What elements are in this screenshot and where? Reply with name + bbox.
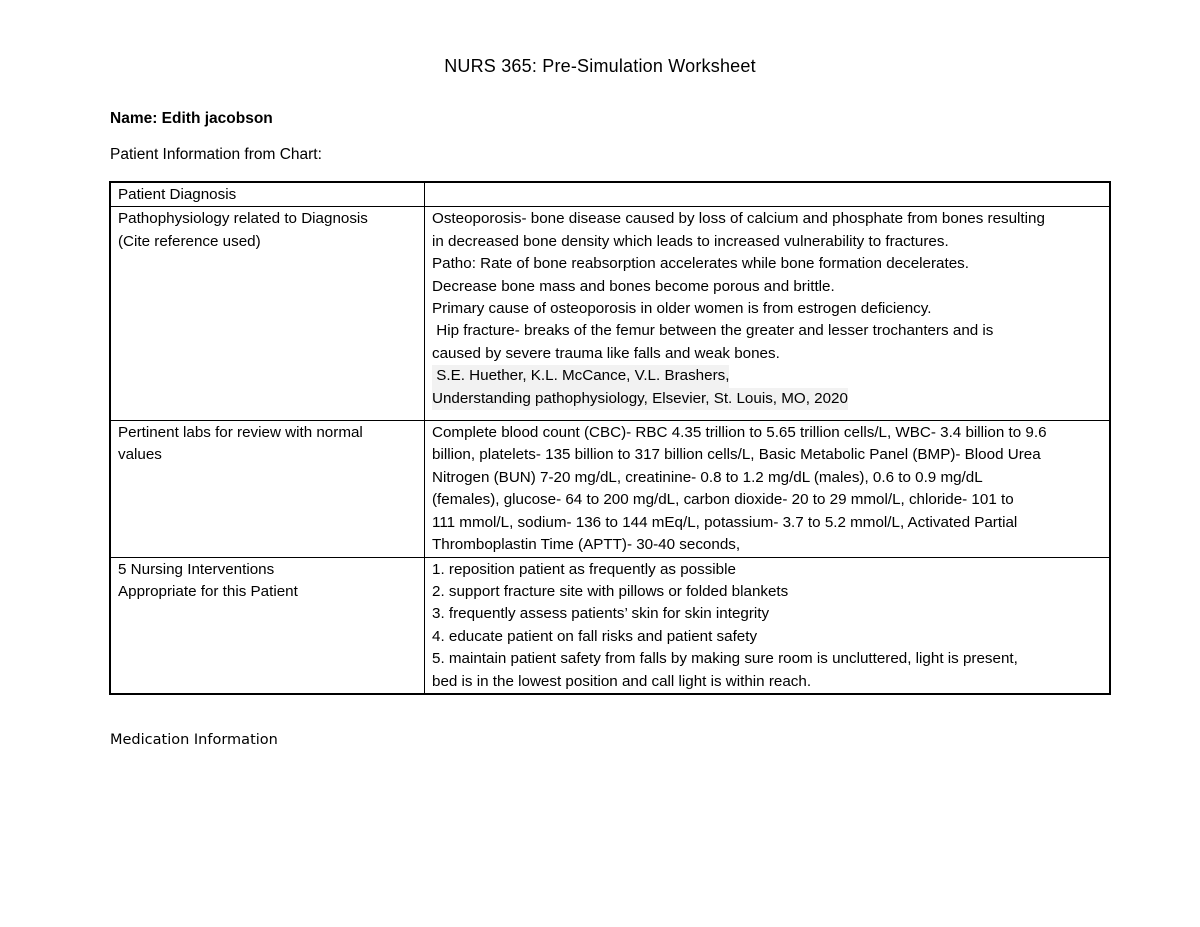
row-label-cell — [110, 207, 425, 421]
content-line: Decrease bone mass and bones become porous and brittle. — [432, 277, 835, 295]
row-label-line: Patient Diagnosis — [118, 186, 237, 203]
worksheet-title: NURS 365: Pre-Simulation Worksheet — [444, 56, 756, 76]
table-row-pathophysiology — [110, 207, 1110, 421]
table-row-interventions — [110, 557, 1110, 694]
content-line: Primary cause of osteoporosis in older women is from estrogen deficiency. — [432, 300, 932, 318]
content-line: 1. reposition patient as frequently as possible — [432, 560, 736, 578]
table-row-labs — [110, 421, 1110, 557]
table-row-diagnosis — [110, 182, 1110, 207]
row-label-line: Pathophysiology related to Diagnosis — [118, 210, 368, 228]
row-label-line: values — [118, 446, 162, 464]
content-line: Thromboplastin Time (APTT)- 30-40 seconds, — [432, 536, 741, 554]
row-label-line: (Cite reference used) — [118, 232, 261, 250]
content-line: caused by severe trauma like falls and weak bones. — [432, 344, 780, 362]
patient-info-table — [109, 181, 1111, 695]
content-line: 111 mmol/L, sodium- 136 to 144 mEq/L, potassium- 3.7 to 5.2 mmol/L, Activated Partial — [432, 513, 1018, 531]
row-content-cell — [425, 421, 1111, 557]
content-line: bed is in the lowest position and call light is within reach. — [432, 672, 812, 690]
content-line: 3. frequently assess patients’ skin for skin integrity — [432, 605, 770, 623]
row-label-line: 5 Nursing Interventions — [118, 560, 275, 578]
medication-info-label: Medication Information — [110, 732, 278, 748]
row-label-cell — [110, 421, 425, 557]
row-label-cell — [110, 182, 425, 207]
row-content-cell — [425, 182, 1111, 207]
row-label-line: Appropriate for this Patient — [118, 582, 298, 600]
row-label-cell — [110, 557, 425, 694]
row-label-line: Pertinent labs for review with normal — [118, 424, 363, 442]
row-content-cell — [425, 557, 1111, 694]
content-line: 5. maintain patient safety from falls by making sure room is uncluttered, light is present, — [432, 650, 1018, 668]
content-line: Patho: Rate of bone reabsorption accelerates while bone formation decelerates. — [432, 255, 969, 273]
content-line: Complete blood count (CBC)- RBC 4.35 trillion to 5.65 trillion cells/L, WBC- 3.4 billion to 9.6 — [432, 424, 1047, 442]
citation-line: Understanding pathophysiology, Elsevier, St. Louis, MO, 2020 — [432, 388, 848, 410]
content-line: in decreased bone density which leads to increased vulnerability to fractures. — [432, 232, 949, 250]
citation-line: S.E. Huether, K.L. McCance, V.L. Brashers, — [432, 365, 729, 387]
content-line: (females), glucose- 64 to 200 mg/dL, carbon dioxide- 20 to 29 mmol/L, chloride- 101 to — [432, 491, 1014, 509]
student-name: Name: Edith jacobson — [110, 110, 273, 127]
patient-info-label: Patient Information from Chart: — [110, 146, 322, 163]
content-line: Osteoporosis- bone disease caused by loss of calcium and phosphate from bones resulting — [432, 210, 1045, 228]
content-line: 2. support fracture site with pillows or folded blankets — [432, 582, 789, 600]
content-line: Hip fracture- breaks of the femur between the greater and lesser trochanters and is — [432, 322, 994, 340]
row-content-cell — [425, 207, 1111, 421]
content-line: Nitrogen (BUN) 7-20 mg/dL, creatinine- 0.8 to 1.2 mg/dL (males), 0.6 to 0.9 mg/dL — [432, 468, 983, 486]
content-line: 4. educate patient on fall risks and patient safety — [432, 627, 758, 645]
content-line: billion, platelets- 135 billion to 317 billion cells/L, Basic Metabolic Panel (BMP)- Blood Urea — [432, 446, 1041, 464]
